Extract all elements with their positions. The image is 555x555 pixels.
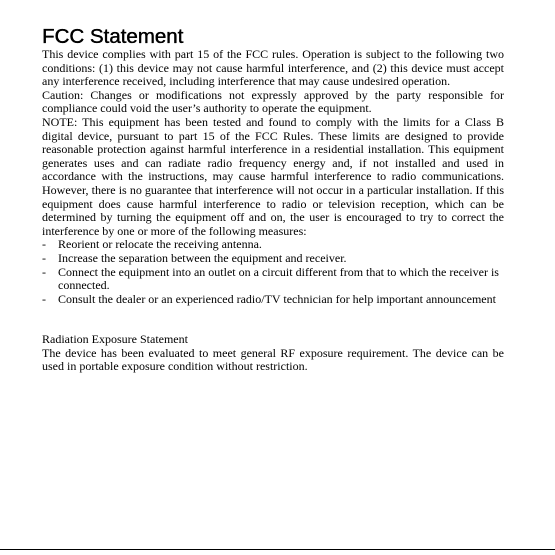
list-item-text: Increase the separation between the equipment and receiver.: [58, 250, 347, 265]
caution-paragraph: Caution: Changes or modifications not expressly approved by the party responsible for compliance could void the user’s authority to operate the equipment.: [42, 87, 504, 116]
list-item: [42, 238, 504, 252]
list-item: [42, 252, 504, 266]
list-item-text: Reorient or relocate the receiving antenna.: [58, 237, 262, 252]
radiation-paragraph: The device has been evaluated to meet general RF exposure requirement. The device can be used in portable exposure condition without restriction.: [42, 345, 504, 374]
radiation-heading: Radiation Exposure Statement: [42, 332, 188, 347]
section-spacer: [42, 306, 504, 333]
list-dash: -: [42, 237, 46, 252]
list-item-text: Connect the equipment into an outlet on a circuit different from that to which the receiver is connected.: [58, 264, 499, 293]
list-item: [42, 293, 504, 307]
note-paragraph: NOTE: This equipment has been tested and found to comply with the limits for a Class B digital device, pursuant to part 15 of the FCC Rules. These limits are designed to provide reasonable protection against harmful interference in a residential installation. This equipment generates uses and can radiate radio frequency energy and, if not installed and used in accordance with the instructions, may cause harmful interference to radio communications. However, there is no guarantee that interference will not occur in a particular installation. If this equipment does cause harmful interference to radio or television reception, which can be determined by turning the equipment off and on, the user is encouraged to try to correct the interference by one or more of the following measures:: [42, 114, 504, 238]
compliance-paragraph: This device complies with part 15 of the FCC rules. Operation is subject to the following two conditions: (1) this device may not cause harmful interference, and (2) this device must accept any interference received, including interference that may cause undesired operation.: [42, 47, 504, 89]
list-dash: -: [42, 264, 46, 279]
list-dash: -: [42, 250, 46, 265]
document-page: [42, 26, 504, 374]
list-item: [42, 266, 504, 293]
page-title: FCC Statement: [42, 25, 184, 48]
list-item-text: Consult the dealer or an experienced radio/TV technician for help important announcement: [58, 291, 496, 306]
page-bottom-border: [0, 549, 555, 550]
measures-list: [42, 238, 504, 306]
list-dash: -: [42, 291, 46, 306]
